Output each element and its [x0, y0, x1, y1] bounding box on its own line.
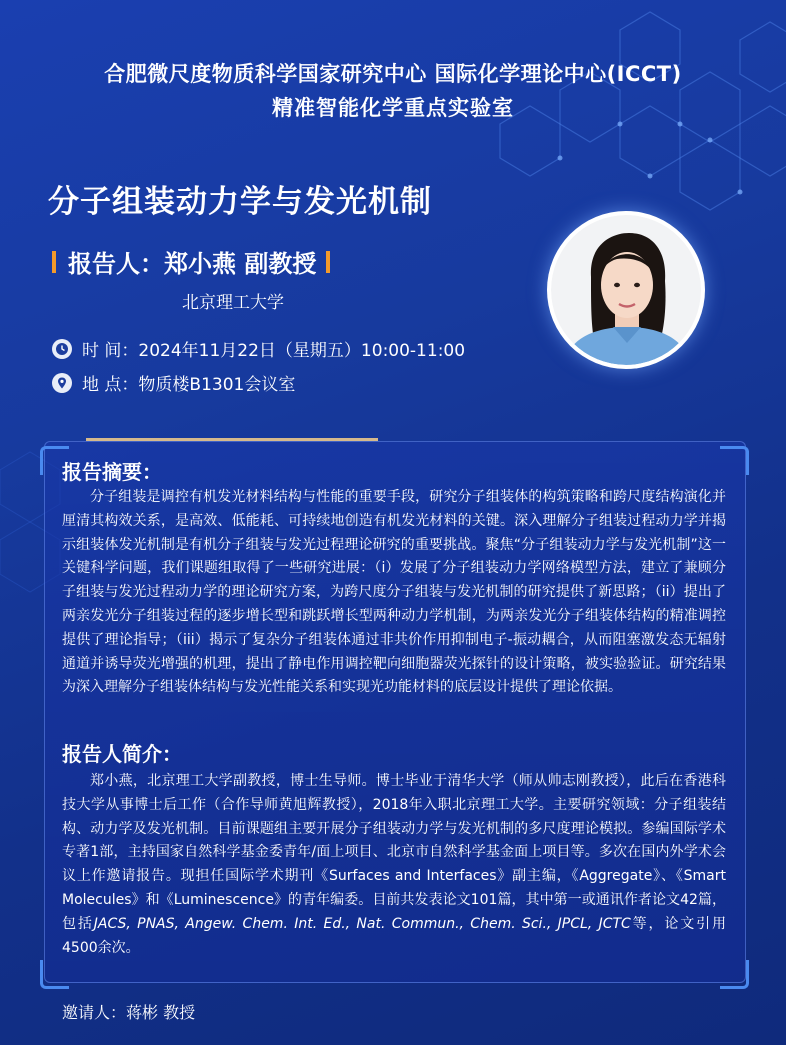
- speaker-photo-frame: [547, 211, 705, 369]
- speaker-photo: [551, 215, 701, 365]
- bio-journal-list: JACS, PNAS, Angew. Chem. Int. Ed., Nat. Commun., Chem. Sci., JPCL, JCTC: [93, 915, 631, 932]
- time-row: [52, 336, 465, 361]
- bio-text-part-2: 等，论文引用4500余次。: [62, 915, 727, 956]
- speaker-name: 报告人：郑小燕 副教授: [68, 250, 317, 278]
- talk-title: 分子组装动力学与发光机制: [48, 184, 432, 220]
- abstract-text: 分子组装是调控有机发光材料结构与性能的重要手段，研究分子组装体的构筑策略和跨尺度结构演化并厘清其构效关系，是高效、低能耗、可持续地创造有机发光材料的关键。深入理解分子组装过程动力学并揭示组装体发光机制是有机分子组装与发光过程理论研究的重要挑战。聚焦“分子组装动力学与发光机制”这一关键科学问题，我们课题组取得了一些研究进展：（i）发展了分子组装动力学网络模型方法，建立了兼顾分子组装与发光过程动力学的理论研究方案，为跨尺度分子组装与发光机制的研究提供了新思路；（ii）提出了两亲发光分子组装过程的逐步增长型和跳跃增长型两种动力学机制，为两亲发光分子组装体结构的精准调控提供了理论指导；（iii）揭示了复杂分子组装体通过非共价作用抑制电子-振动耦合，从而阻塞激发态无辐射通道并诱导荧光增强的机理，提出了静电作用调控靶向细胞器荧光探针的设计策略，被实验验证。研究结果为深入理解分子组装体结构与发光性能关系和实现光功能材料的底层设计提供了理论依据。: [62, 489, 726, 696]
- frame-corner-bottom-right: [720, 960, 749, 989]
- bio-text: [62, 770, 726, 960]
- location-pin-icon: [52, 373, 72, 393]
- clock-icon: [52, 339, 72, 359]
- accent-bar-right: [326, 251, 330, 273]
- place-row: [52, 370, 295, 395]
- speaker-row: [52, 244, 330, 279]
- time-value: 2024年11月22日（星期五）10:00-11:00: [138, 341, 466, 361]
- panel-accent-line: [86, 438, 378, 441]
- inviter: 邀请人：蒋彬 教授: [62, 1003, 196, 1022]
- frame-corner-top-right: [720, 446, 749, 475]
- place-label: 地 点：: [82, 375, 139, 395]
- accent-bar-left: [52, 251, 56, 273]
- speaker-affiliation: 北京理工大学: [182, 293, 284, 313]
- bio-heading: 报告人简介：: [62, 742, 182, 766]
- bio-text-part-1: 郑小燕，北京理工大学副教授，博士生导师。博士毕业于清华大学（师从帅志刚教授），此后在香港科技大学从事博士后工作（合作导师黄旭辉教授），2018年入职北京理工大学。主要研究领域：分子组装结构、动力学及发光机制。目前课题组主要开展分子组装动力学与发光机制的多尺度理论模拟。参编国际学术专著1部，主持国家自然科学基金委青年/面上项目、北京市自然科学基金面上项目等。多次在国内外学术会议上作邀请报告。现担任国际学术期刊《Surfaces and Interfaces》副主编，《Aggregate》、《Smart Molecules》和《Luminescence》的青年编委。目前共发表论文101篇，其中第一或通讯作者论文42篇，包括: [62, 773, 726, 932]
- frame-corner-bottom-left: [40, 960, 69, 989]
- place-value: 物质楼B1301会议室: [138, 375, 296, 395]
- organizer-line-2: 精准智能化学重点实验室: [272, 96, 514, 120]
- abstract-heading: 报告摘要：: [62, 460, 162, 484]
- organizer-line-1: 合肥微尺度物质科学国家研究中心 国际化学理论中心(ICCT): [104, 62, 682, 86]
- time-label: 时 间：: [82, 341, 139, 361]
